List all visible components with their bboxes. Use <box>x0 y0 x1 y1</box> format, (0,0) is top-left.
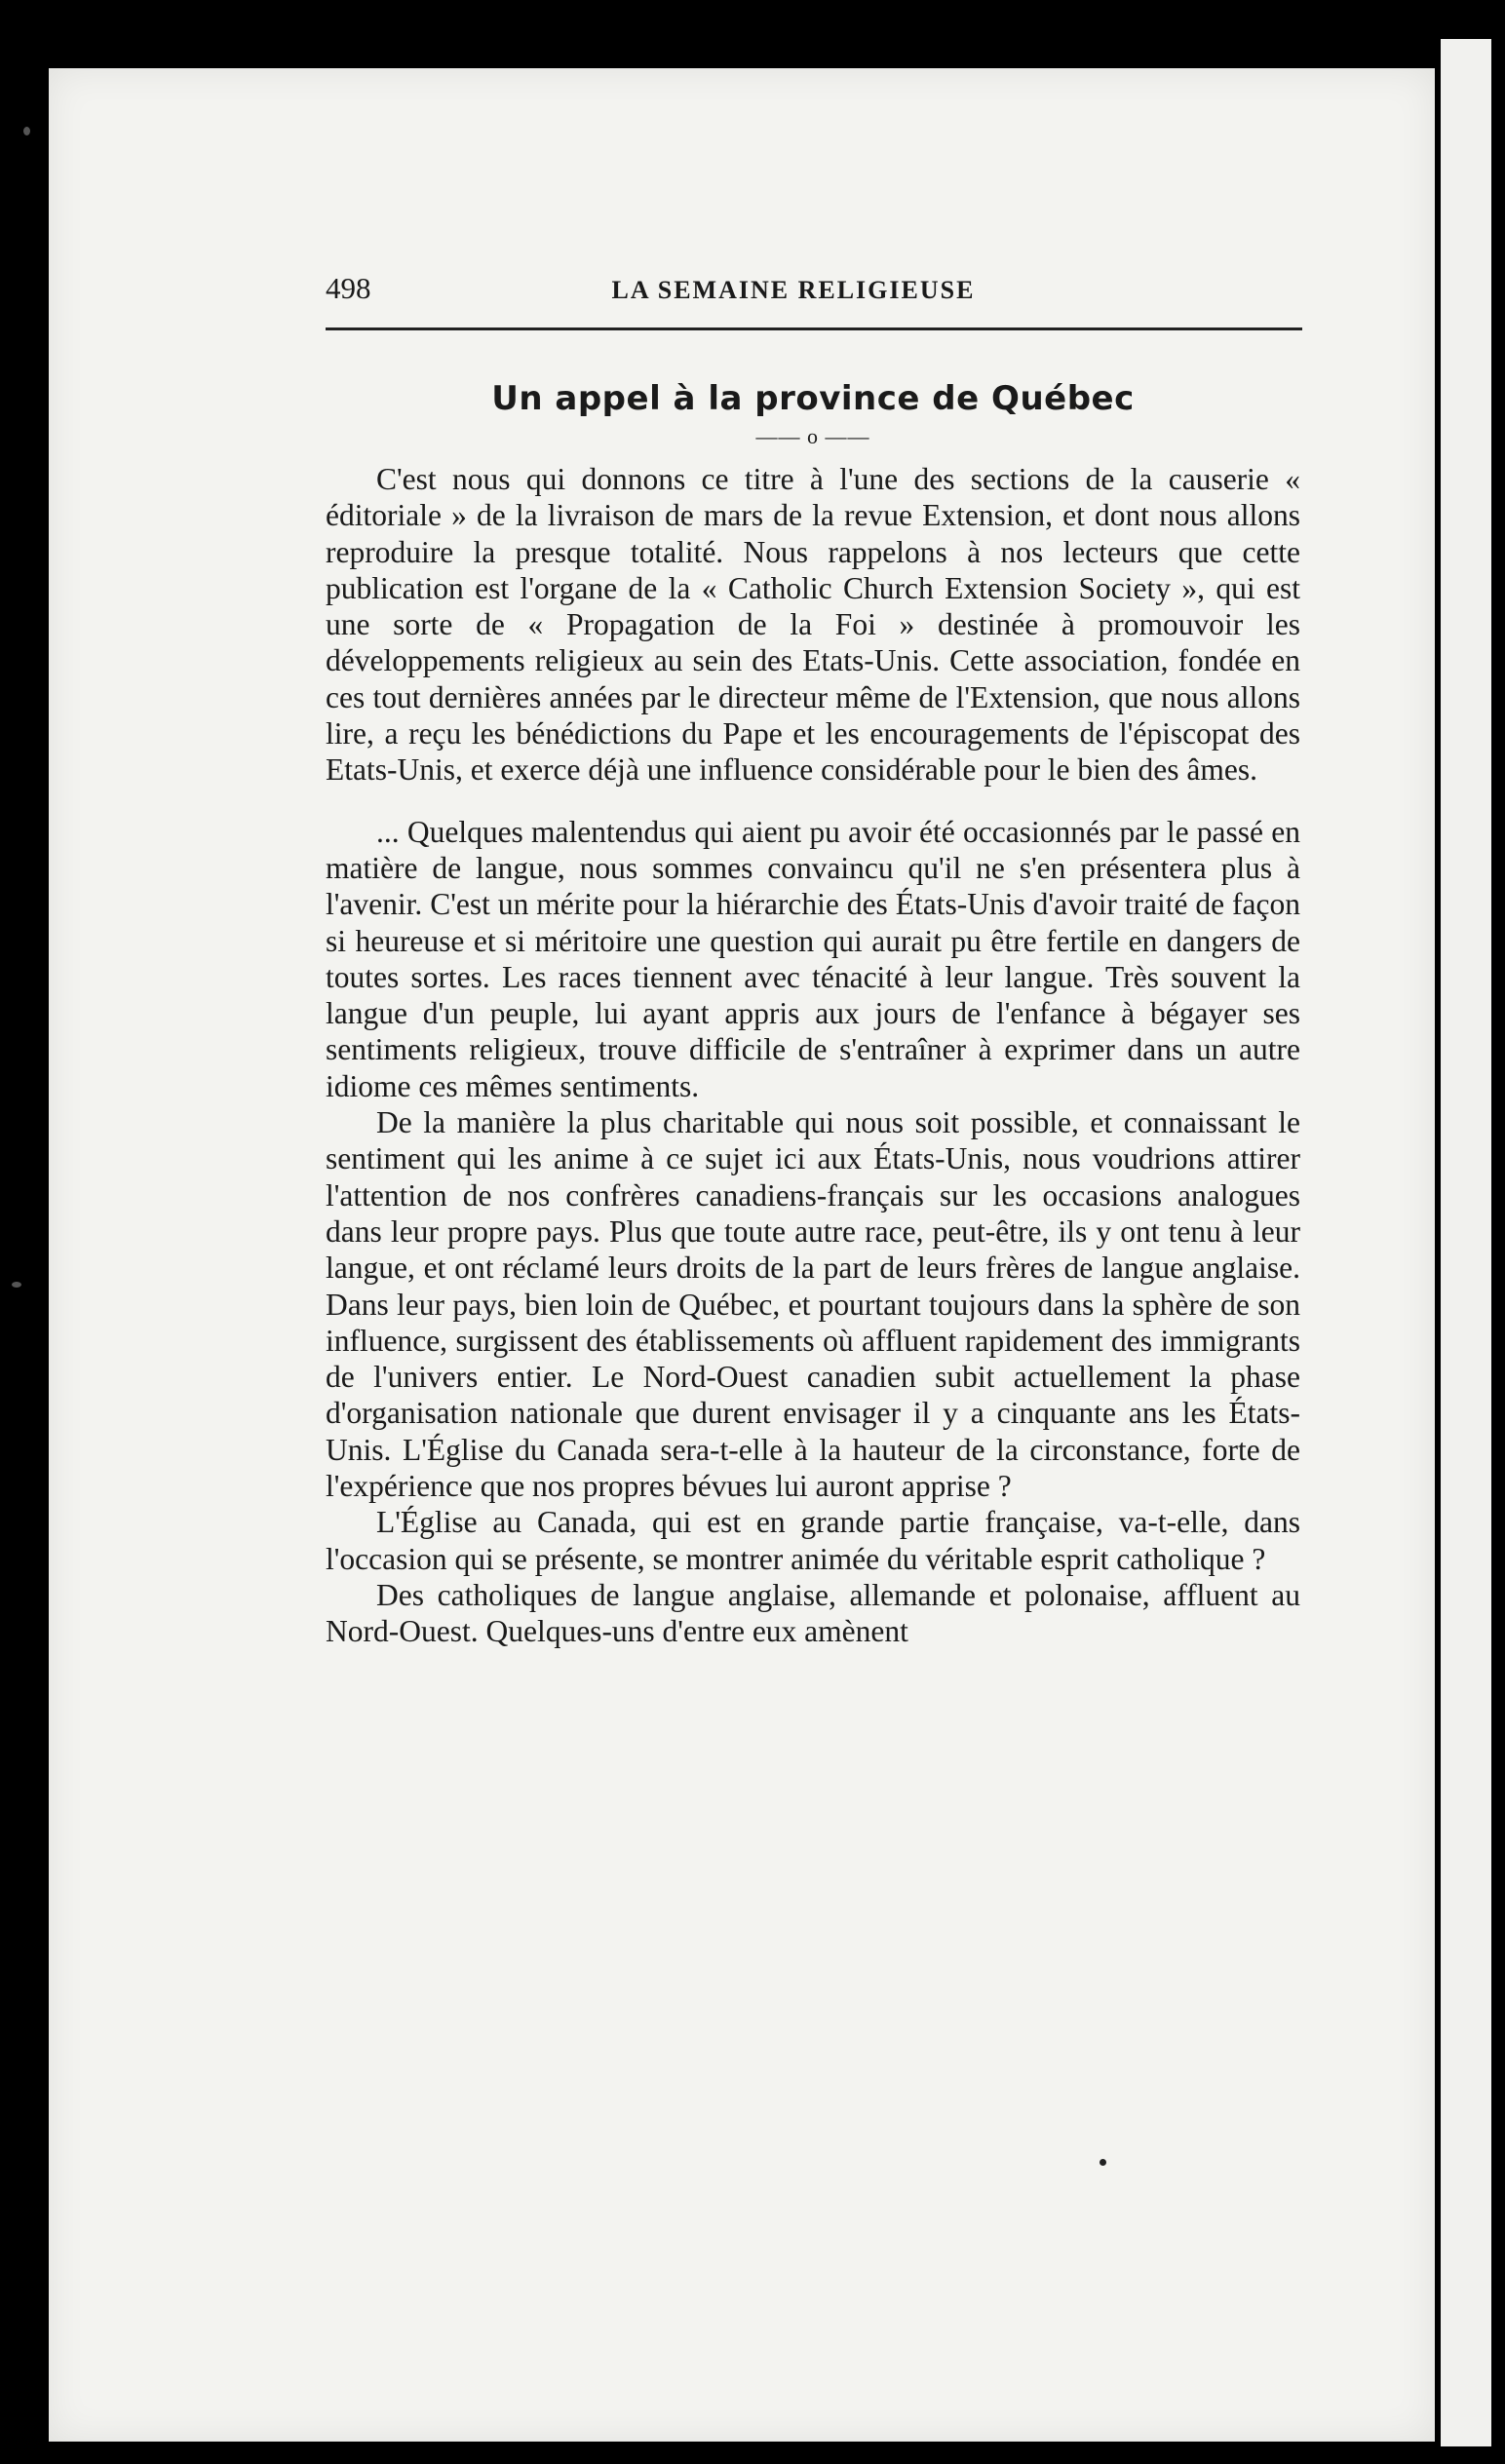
scan-speck <box>23 127 30 135</box>
paragraph-quote-2: De la manière la plus charitable qui nous soit possible, et connaissant le sentiment qui les anime à ce sujet ici aux États-Unis, nous voudrions attirer l'attention de nos confrères canadiens-français sur les occasions analogues dans leur propre pays. Plus que toute autre race, peut-être, ils y ont tenu à leur langue, et ont réclamé leurs droits de la part de leurs frères de langue anglaise. Dans leur pays, bien loin de Québec, et pourtant toujours dans la sphère de son influence, surgissent des établissements où affluent rapidement des immigrants de l'univers entier. Le Nord-Ouest canadien subit actuellement la phase d'organisation nationale que durent envisager il y a cinquante ans les États-Unis. L'Église du Canada sera-t-elle à la hauteur de la circonstance, forte de l'expérience que nos propres bévues lui auront apprise ? <box>326 1105 1300 1504</box>
article-title: Un appel à la province de Québec <box>491 379 1135 418</box>
scan-speck <box>1100 2159 1106 2166</box>
paragraph-quote-3: L'Église au Canada, qui est en grande partie française, va-t-elle, dans l'occasion qui se présente, se montrer animée du véritable esprit catholique ? <box>326 1505 1300 1576</box>
header-rule <box>326 327 1302 330</box>
running-head <box>326 271 1300 310</box>
title-ornament: —— o —— <box>755 424 870 448</box>
paragraph-quote-1: ... Quelques malentendus qui aient pu avoir été occasionnés par le passé en matière de langue, nous sommes convaincu qu'il ne s'en présentera plus à l'avenir. C'est un mérite pour la hiérarchie des États-Unis d'avoir traité de façon si heureuse et si méritoire une question qui aurait pu être fertile en dangers de toutes sortes. Les races tiennent avec ténacité à leur langue. Très souvent la langue d'un peuple, lui ayant appris aux jours de l'enfance à bégayer ses sentiments religieux, trouve difficile de s'entraîner à exprimer dans un autre idiome ces mêmes sentiments. <box>326 814 1300 1103</box>
article-body <box>326 461 1300 1650</box>
paragraph-quote-4: Des catholiques de langue anglaise, allemande et polonaise, affluent au Nord-Ouest. Quelques-uns d'entre eux amènent <box>326 1577 1300 1649</box>
running-title: LA SEMAINE RELIGIEUSE <box>611 276 976 304</box>
paragraph-intro: C'est nous qui donnons ce titre à l'une des sections de la causerie « éditoriale » de la livraison de mars de la revue Extension, et dont nous allons reproduire la presque totalité. Nous rappelons à nos lecteurs que cette publication est l'organe de la « Catholic Church Extension Society », qui est une sorte de « Propagation de la Foi » destinée à promouvoir les développements religieux au sein des Etats-Unis. Cette association, fondée en ces tout dernières années par le directeur même de l'Extension, que nous allons lire, a reçu les bénédictions du Pape et les encouragements de l'épiscopat des Etats-Unis, et exerce déjà une influence considérable pour le bien des âmes. <box>326 462 1300 788</box>
page-number: 498 <box>326 271 371 305</box>
page-content <box>326 271 1300 1650</box>
scan-speck <box>12 1282 21 1288</box>
adjacent-page-edge <box>1441 39 1491 2446</box>
